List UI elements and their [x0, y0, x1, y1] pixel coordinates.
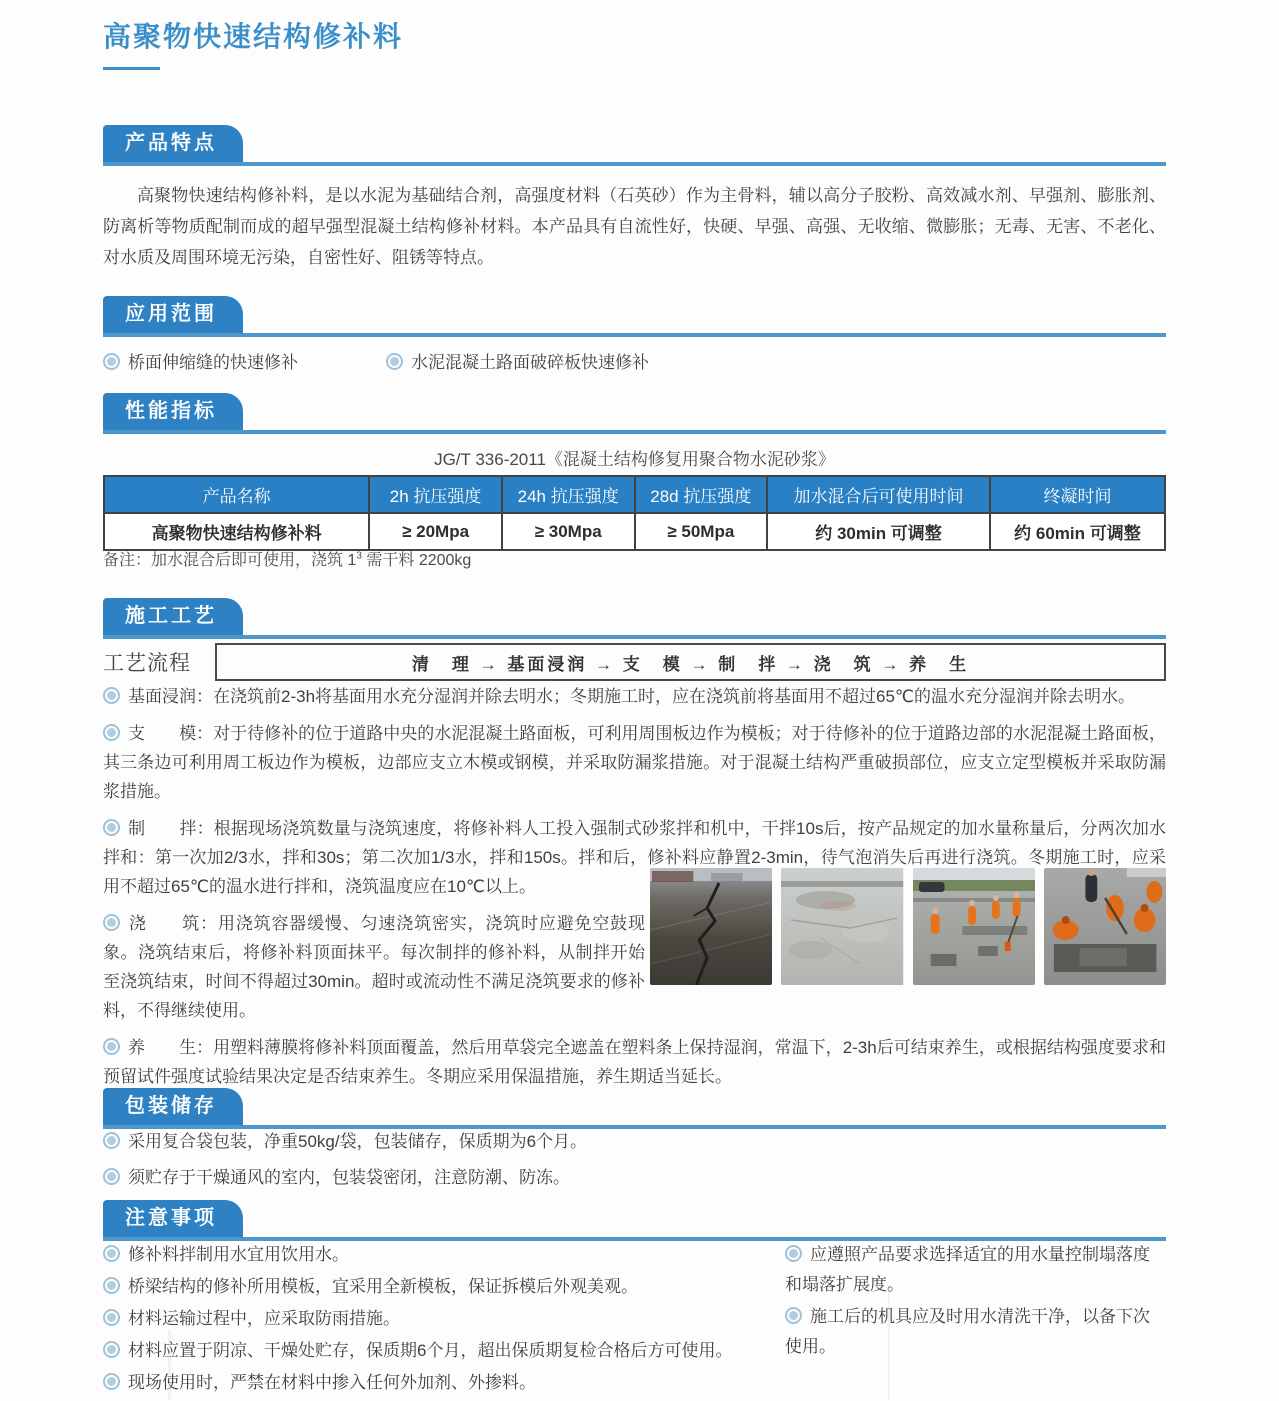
spalled-concrete-photo: [781, 868, 903, 985]
process-step-text: 养 生：用塑料薄膜将修补料顶面覆盖，然后用草袋完全遮盖在塑料条上保持湿润，常温下，2-3h后可结束养生，或根据结构强度要求和预留试件强度试验结果决定是否结束养生。冬期应采用保温措施，养生期适当延长。: [103, 1038, 1166, 1086]
section-tab-packaging: 包装储存: [103, 1088, 243, 1125]
list-item: [785, 1302, 1166, 1362]
watermark-artifact: [168, 1330, 171, 1400]
ring-bullet-icon: [103, 1168, 120, 1185]
process-flow-row: [103, 643, 1166, 681]
note-item-label: 材料应置于阴凉、干燥处贮存，保质期6个月，超出保质期复检合格后方可使用。: [128, 1341, 733, 1360]
watermark-artifact: [888, 1285, 890, 1400]
ring-bullet-icon: [103, 914, 120, 931]
section-tab-performance: 性能指标: [103, 393, 243, 430]
table-row: [104, 513, 1165, 550]
notes-list: [103, 1240, 1166, 1400]
note-item-label: 施工后的机具应及时用水清洗干净，以备下次使用。: [785, 1307, 1150, 1356]
list-item: [103, 1163, 1166, 1193]
table-cell: ≥ 50Mpa: [635, 513, 768, 550]
list-item: [103, 1272, 785, 1302]
road-repair-patch-photo: [1044, 868, 1166, 985]
process-steps: [103, 682, 1166, 1099]
title-underline: [103, 67, 160, 70]
table-cell: 约 60min 可调整: [990, 513, 1165, 550]
standard-reference: JG/T 336-2011《混凝土结构修复用聚合物水泥砂浆》: [434, 450, 835, 469]
ring-bullet-icon: [103, 1038, 120, 1055]
column-header: 28d 抗压强度: [635, 476, 768, 513]
ring-bullet-icon: [103, 819, 120, 836]
process-step-text: 基面浸润：在浇筑前2-3h将基面用水充分湿润并除去明水；冬期施工时，应在浇筑前将基面用不超过65℃的温水充分湿润并除去明水。: [128, 687, 1136, 706]
road-repair-patch-photo: [1044, 868, 1166, 985]
list-item: [103, 1240, 785, 1270]
column-header: 终凝时间: [990, 476, 1165, 513]
packaging-list: [103, 1127, 1166, 1199]
applications-list: [103, 348, 1166, 378]
ring-bullet-icon: [785, 1245, 802, 1262]
ring-bullet-icon: [785, 1307, 802, 1324]
performance-table: [103, 475, 1166, 551]
list-item: [785, 1240, 1166, 1300]
table-cell: ≥ 20Mpa: [369, 513, 502, 550]
flow-label: 工艺流程: [103, 652, 191, 675]
section-header-notes: [103, 1196, 1166, 1241]
table-cell: 高聚物快速结构修补料: [104, 513, 369, 550]
section-header-performance: [103, 389, 1166, 434]
list-item: [103, 1127, 1166, 1157]
ring-bullet-icon: [103, 1373, 120, 1390]
process-step: [103, 719, 1166, 806]
process-step-text: 支 模：对于待修补的位于道路中央的水泥混凝土路面板，可利用周围板边作为模板；对于待修补的位于道路边部的水泥混凝土路面板，其三条边可利用周工板边作为模板，边部应支立木模或钢模，并采取防漏浆措施。对于混凝土结构严重破损部位，应支立定型模板并采取防漏浆措施。: [103, 724, 1166, 801]
section-header-packaging: [103, 1084, 1166, 1129]
section-tab-notes: 注意事项: [103, 1200, 243, 1237]
process-step: [103, 682, 1166, 711]
ring-bullet-icon: [103, 724, 120, 741]
process-step-text: 浇 筑：用浇筑容器缓慢、匀速浇筑密实，浇筑时应避免空鼓现象。浇筑结束后，将修补料顶面抹平。每次制拌的修补料，从制拌开始至浇筑结束，时间不得超过30min。超时或流动性不满足浇筑要求的修补料，不得继续使用。: [103, 914, 645, 1020]
ring-bullet-icon: [103, 1341, 120, 1358]
features-paragraph: 高聚物快速结构修补料，是以水泥为基础结合剂，高强度材料（石英砂）作为主骨料，辅以高分子胶粉、高效减水剂、早强剂、膨胀剂、防离析等物质配制而成的超早强型混凝土结构修补材料。本产品具有自流性好，快硬、早强、高强、无收缩、微膨胀；无毒、无害、不老化、对水质及周围环境无污染，自密性好、阻锈等特点。: [103, 186, 1166, 267]
section-header-applications: [103, 292, 1166, 337]
table-cell: 约 30min 可调整: [767, 513, 990, 550]
construction-photo-strip: [650, 868, 1166, 985]
column-header: 加水混合后可使用时间: [767, 476, 990, 513]
section-header-features: [103, 121, 1166, 166]
pavement-crack-photo: [650, 868, 772, 985]
note-item-label: 修补料拌制用水宜用饮用水。: [128, 1245, 349, 1264]
footnote-superscript: 3: [356, 550, 362, 562]
road-repair-crew-photo: [913, 868, 1035, 985]
packaging-item-label: 须贮存于干燥通风的室内，包装袋密闭，注意防潮、防冻。: [128, 1168, 570, 1187]
list-item: [103, 1304, 785, 1334]
ring-bullet-icon: [103, 353, 120, 370]
ring-bullet-icon: [103, 687, 120, 704]
ring-bullet-icon: [103, 1277, 120, 1294]
note-item-label: 应遵照产品要求选择适宜的用水量控制塌落度和塌落扩展度。: [785, 1245, 1150, 1294]
section-tab-applications: 应用范围: [103, 296, 243, 333]
process-step: [103, 909, 645, 1025]
list-item: [386, 348, 649, 378]
notes-left-column: [103, 1240, 785, 1400]
table-cell: ≥ 30Mpa: [502, 513, 635, 550]
ring-bullet-icon: [386, 353, 403, 370]
list-item: [103, 348, 298, 378]
list-item: [103, 1336, 785, 1366]
note-item-label: 材料运输过程中，应采取防雨措施。: [128, 1309, 400, 1328]
column-header: 产品名称: [104, 476, 369, 513]
section-tab-process: 施工工艺: [103, 598, 243, 635]
packaging-item-label: 采用复合袋包装，净重50kg/袋，包装储存，保质期为6个月。: [128, 1132, 588, 1151]
application-item-label: 桥面伸缩缝的快速修补: [128, 353, 298, 372]
road-repair-crew-photo: [913, 868, 1035, 985]
ring-bullet-icon: [103, 1309, 120, 1326]
ring-bullet-icon: [103, 1132, 120, 1149]
application-item-label: 水泥混凝土路面破碎板快速修补: [411, 353, 649, 372]
flow-diagram-box: 清 理 → 基面浸润 → 支 模 → 制 拌 → 浇 筑 → 养 生: [215, 643, 1166, 681]
ring-bullet-icon: [103, 1245, 120, 1262]
notes-right-column: [785, 1240, 1166, 1400]
column-header: 24h 抗压强度: [502, 476, 635, 513]
pavement-crack-photo: [650, 868, 772, 985]
process-step: [103, 1033, 1166, 1091]
footnote-text: 备注：加水混合后即可使用，浇筑 1: [103, 552, 357, 569]
footnote-text: 需干料 2200kg: [361, 552, 472, 569]
note-item-label: 现场使用时，严禁在材料中掺入任何外加剂、外掺料。: [128, 1373, 536, 1392]
column-header: 2h 抗压强度: [369, 476, 502, 513]
section-header-process: [103, 594, 1166, 639]
note-item-label: 桥梁结构的修补所用模板，宜采用全新模板，保证拆模后外观美观。: [128, 1277, 638, 1296]
table-header-row: [104, 476, 1165, 513]
table-footnote: [103, 547, 1166, 570]
spalled-concrete-photo: [781, 868, 903, 985]
process-step-text: 制 拌：根据现场浇筑数量与浇筑速度，将修补料人工投入强制式砂浆拌和机中，干拌10s后，按产品规定的加水量称量后，分两次加水拌和：第一次加2/3水，拌和30s；第二次加1/3水，拌和150s。拌和后，修补料应静置2-3min，待气泡消失后再进行浇筑。冬期施工时，应采用不超过65℃的温水进行拌和，浇筑温度应在10℃以上。: [103, 819, 1166, 896]
section-tab-features: 产品特点: [103, 125, 243, 162]
list-item: [103, 1368, 785, 1398]
page-title: 高聚物快速结构修补料: [103, 21, 404, 52]
